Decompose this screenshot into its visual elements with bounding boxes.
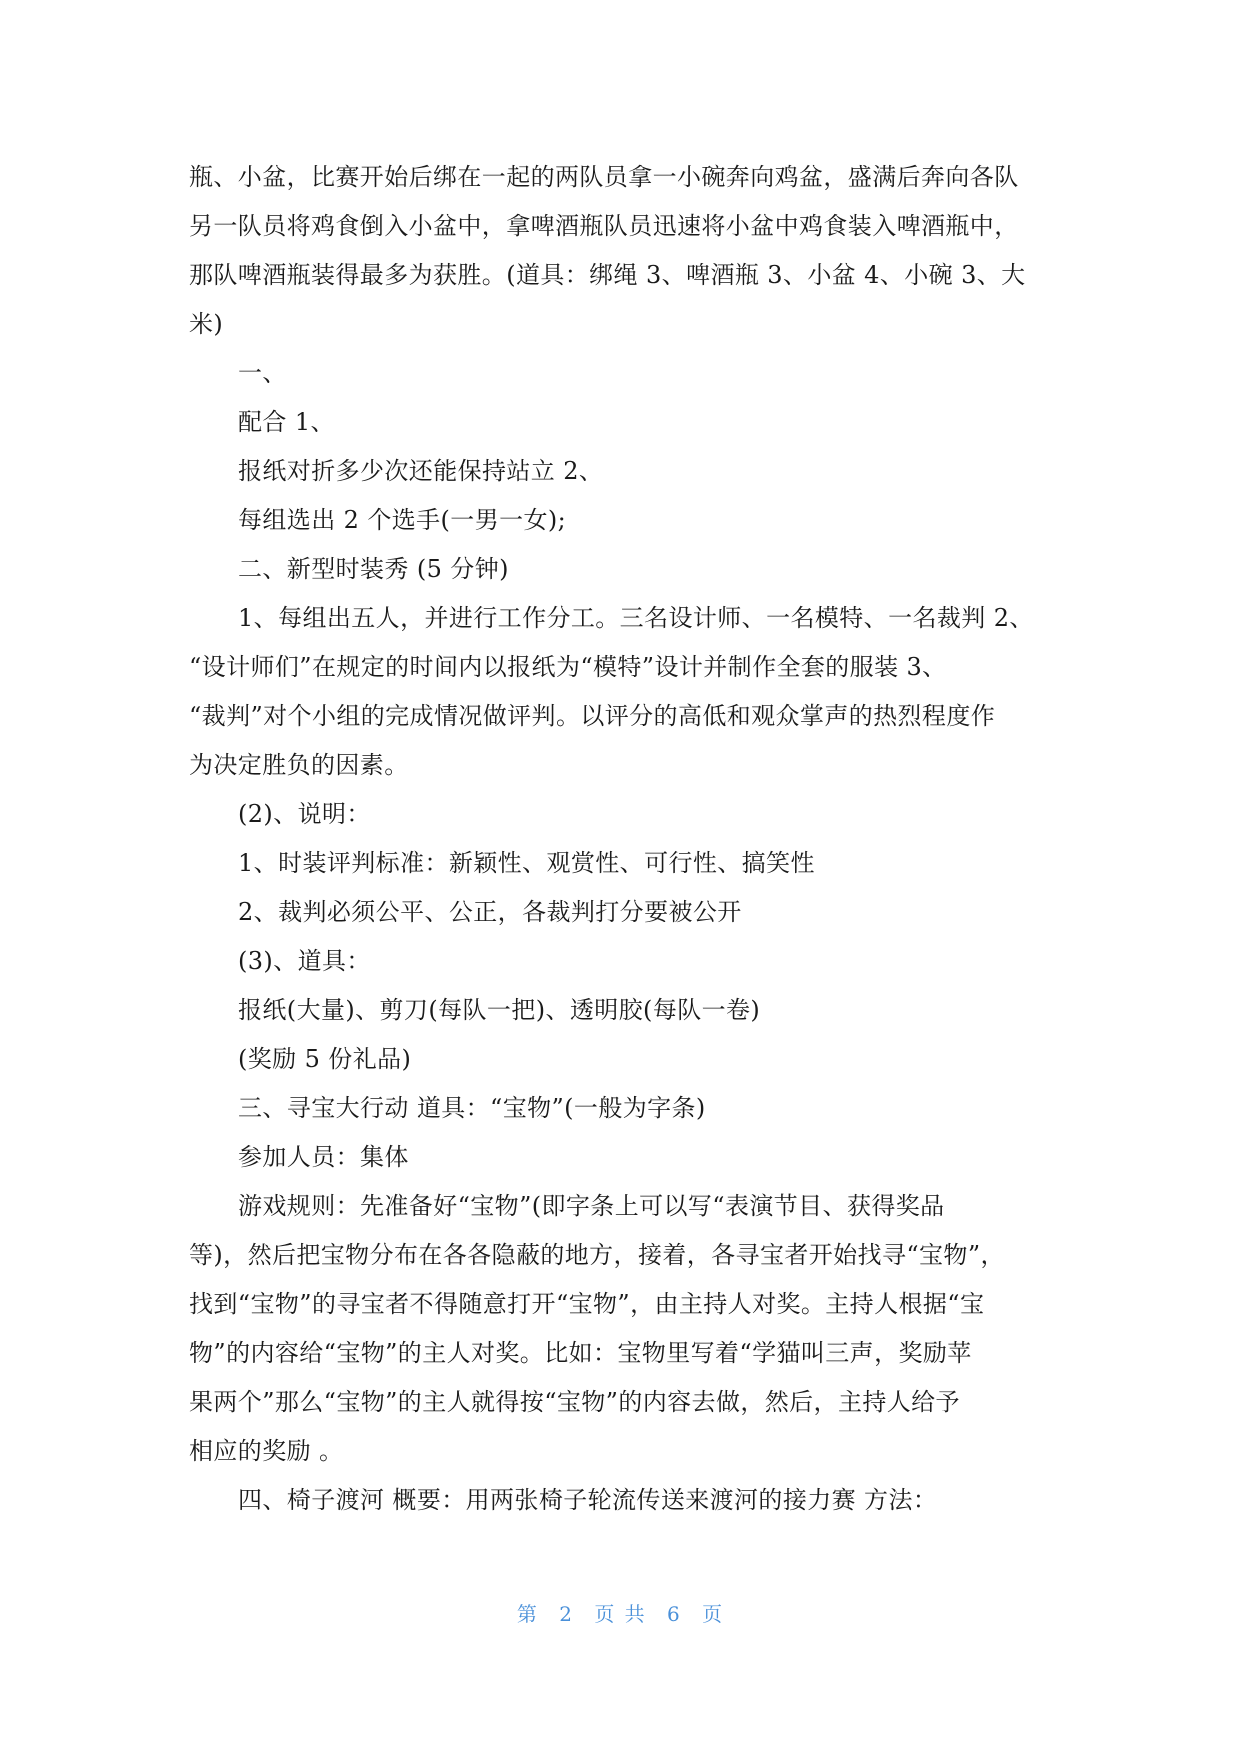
text-line: 2、裁判必须公平、公正，各裁判打分要被公开 <box>238 898 742 926</box>
footer-suffix: 页 <box>702 1602 725 1626</box>
footer-current-page: 2 <box>559 1602 574 1626</box>
text-line: 配合 1、 <box>238 408 335 436</box>
text-line: (2)、说明： <box>238 800 371 828</box>
text-line: 1、时装评判标准：新颖性、观赏性、可行性、搞笑性 <box>238 849 815 877</box>
text-line: 找到“宝物”的寻宝者不得随意打开“宝物”，由主持人对奖。主持人根据“宝 <box>189 1290 985 1318</box>
text-line: 相应的奖励 。 <box>189 1437 344 1465</box>
text-line: 那队啤酒瓶装得最多为获胜。(道具：绑绳 3、啤酒瓶 3、小盆 4、小碗 3、大 <box>189 261 1026 289</box>
text-line: 1、每组出五人，并进行工作分工。三名设计师、一名模特、一名裁判 2、 <box>238 604 1034 632</box>
page-footer <box>0 1598 1241 1627</box>
text-line: “设计师们”在规定的时间内以报纸为“模特”设计并制作全套的服装 3、 <box>189 653 947 681</box>
text-line: 三、寻宝大行动 道具：“宝物”(一般为字条) <box>238 1094 706 1122</box>
footer-middle: 页 共 <box>594 1602 647 1626</box>
text-line: 瓶、小盆，比赛开始后绑在一起的两队员拿一小碗奔向鸡盆，盛满后奔向各队 <box>189 163 1019 191</box>
text-line: 二、新型时装秀 (5 分钟) <box>238 555 509 583</box>
text-line: 另一队员将鸡食倒入小盆中，拿啤酒瓶队员迅速将小盆中鸡食装入啤酒瓶中， <box>189 212 1019 240</box>
text-line: 参加人员：集体 <box>238 1143 409 1171</box>
text-line: 米) <box>189 310 224 338</box>
text-line: 四、椅子渡河 概要：用两张椅子轮流传送来渡河的接力赛 方法： <box>238 1486 938 1514</box>
text-line: (奖励 5 份礼品) <box>238 1045 412 1073</box>
document-body <box>189 153 1055 1525</box>
text-line: 一、 <box>238 359 287 387</box>
text-line: “裁判”对个小组的完成情况做评判。以评分的高低和观众掌声的热烈程度作 <box>189 702 996 730</box>
footer-total-pages: 6 <box>667 1602 682 1626</box>
text-line: 果两个”那么“宝物”的主人就得按“宝物”的内容去做，然后，主持人给予 <box>189 1388 960 1416</box>
text-line: 每组选出 2 个选手(一男一女); <box>238 506 567 534</box>
text-line: 报纸对折多少次还能保持站立 2、 <box>238 457 604 485</box>
footer-prefix: 第 <box>516 1602 539 1626</box>
text-line: 游戏规则：先准备好“宝物”(即字条上可以写“表演节目、获得奖品 <box>238 1192 945 1220</box>
text-line: 物”的内容给“宝物”的主人对奖。比如：宝物里写着“学猫叫三声，奖励苹 <box>189 1339 972 1367</box>
text-line: 报纸(大量)、剪刀(每队一把)、透明胶(每队一卷) <box>238 996 761 1024</box>
text-line: 等)，然后把宝物分布在各各隐蔽的地方，接着，各寻宝者开始找寻“宝物”， <box>189 1241 1005 1269</box>
text-line: 为决定胜负的因素。 <box>189 751 409 779</box>
text-line: (3)、道具： <box>238 947 371 975</box>
